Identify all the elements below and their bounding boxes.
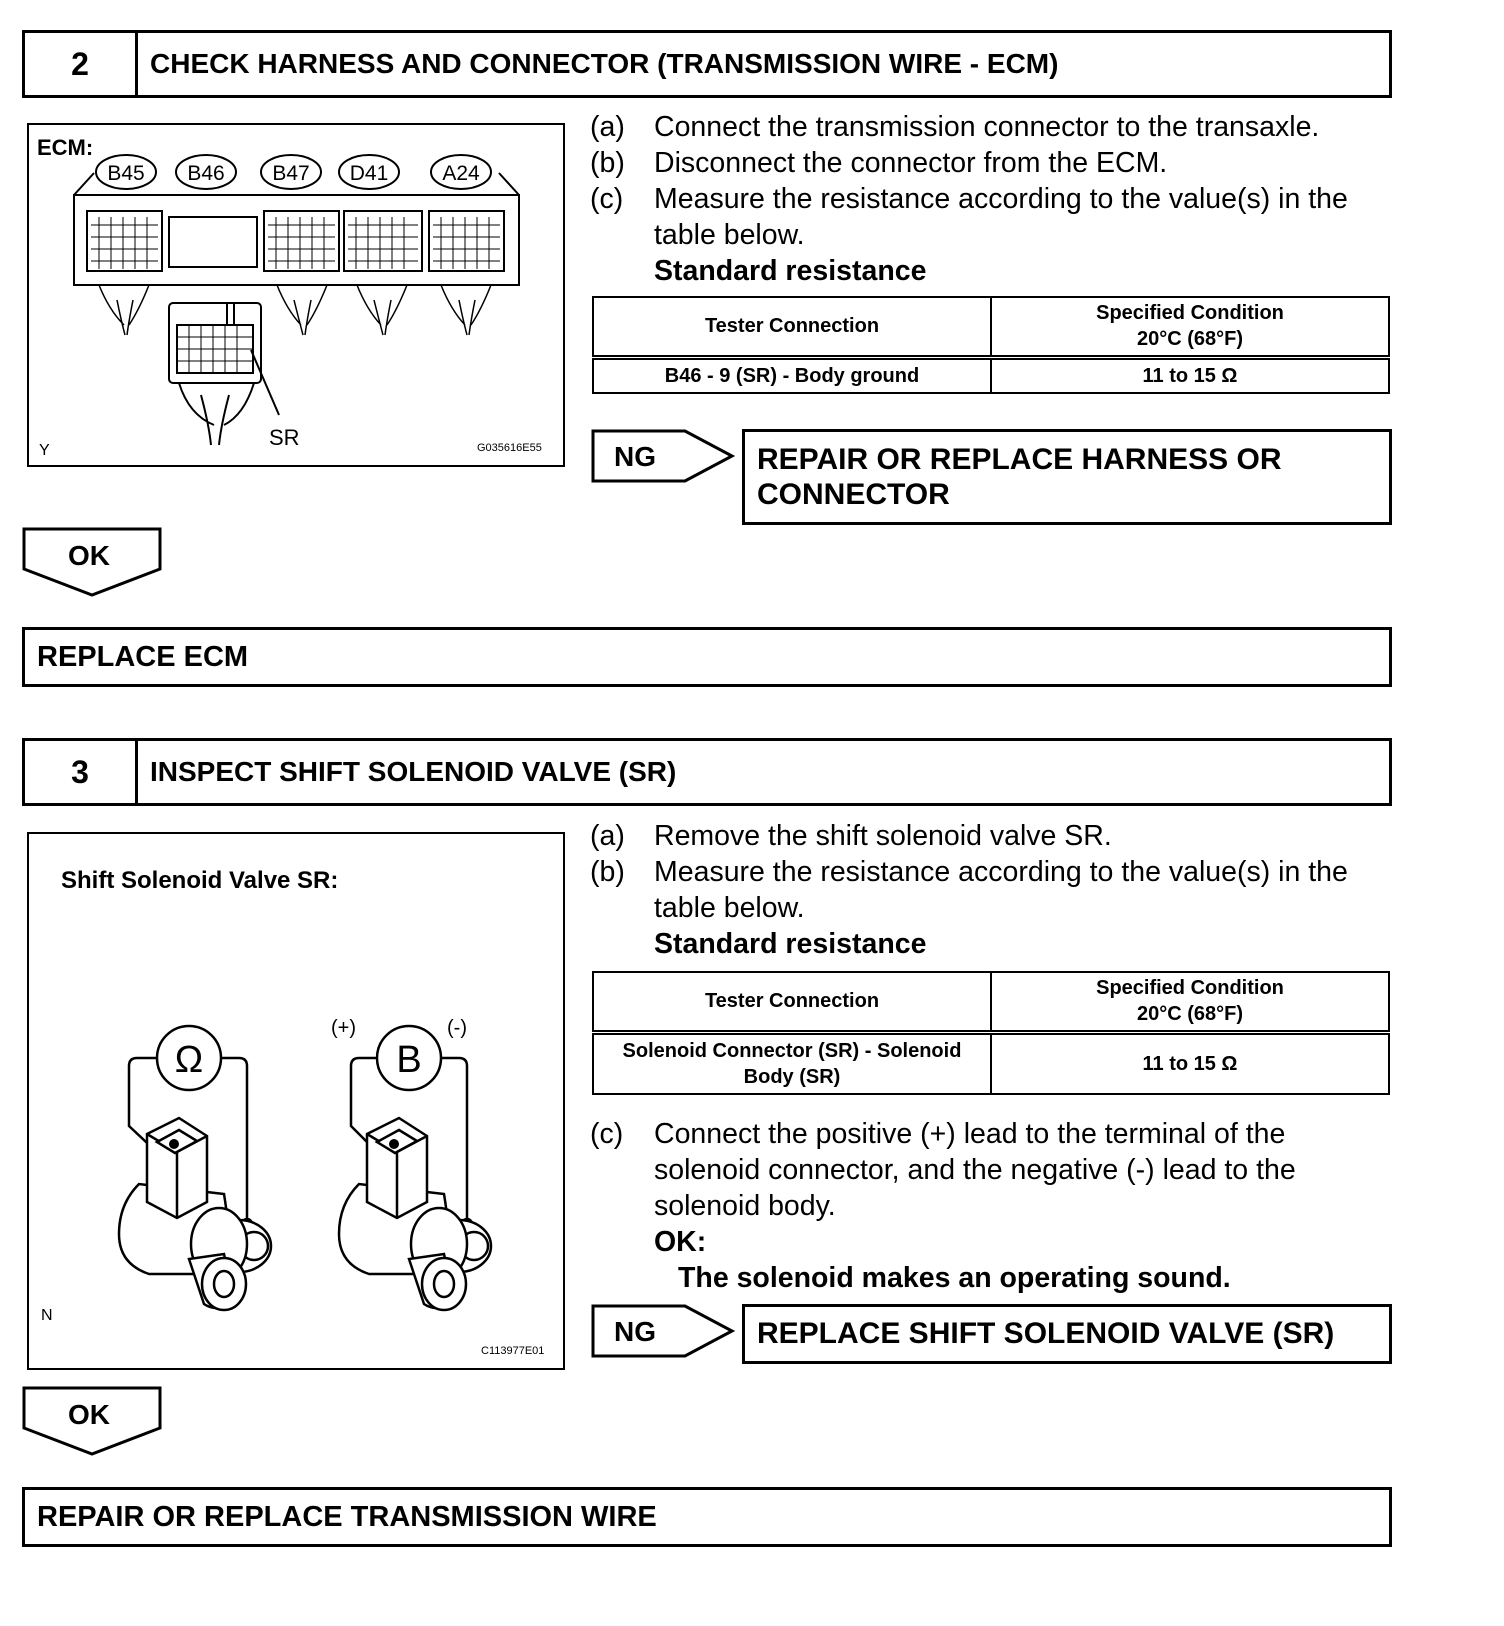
- transmission-connector: [169, 303, 279, 445]
- connector-label-a24: [431, 155, 491, 189]
- figure-code: C113977E01: [481, 1345, 545, 1357]
- step-number: 3: [25, 741, 138, 803]
- ng-label: NG: [614, 441, 656, 472]
- step-number: 2: [25, 33, 138, 95]
- ok-criteria-label: OK:: [654, 1226, 707, 1258]
- ng-result-step-3: REPLACE SHIFT SOLENOID VALVE (SR): [742, 1304, 1392, 1364]
- ok-label: OK: [68, 1399, 110, 1430]
- svg-text:A24: A24: [442, 162, 480, 185]
- svg-text:B47: B47: [272, 162, 310, 185]
- battery-symbol: B: [396, 1039, 422, 1081]
- svg-text:D41: D41: [349, 162, 389, 185]
- ok-label: OK: [68, 540, 110, 571]
- standard-resistance-label: Standard resistance: [654, 928, 927, 960]
- connector-label-b46: [176, 155, 236, 189]
- repair-transmission-wire-box: REPAIR OR REPLACE TRANSMISSION WIRE: [22, 1487, 1392, 1547]
- sr-label: SR: [269, 425, 300, 450]
- standard-resistance-label: Standard resistance: [654, 255, 927, 287]
- step-2-spec-table: [592, 296, 1390, 394]
- ng-result-step-2: REPAIR OR REPLACE HARNESS OR CONNECTOR: [742, 429, 1392, 525]
- connector-label-b47: [261, 155, 321, 189]
- step-3-spec-table: [592, 971, 1390, 1095]
- minus-label: (-): [447, 1017, 467, 1039]
- solenoid-figure: [27, 832, 565, 1370]
- header-specified-condition: Specified Condition 20°C (68°F): [991, 972, 1389, 1032]
- plus-label: (+): [331, 1017, 356, 1039]
- ng-label: NG: [614, 1316, 656, 1347]
- step-2-header: [22, 30, 1392, 98]
- instruction-a: (a) Remove the shift solenoid valve SR.: [590, 820, 1112, 852]
- table-cell-connection: B46 - 9 (SR) - Body ground: [593, 357, 991, 393]
- instruction-b: (b) Disconnect the connector from the ECM.: [590, 147, 1168, 179]
- connector-label-b45: [96, 155, 156, 189]
- ecm-diagram: [29, 125, 563, 465]
- step-3-instructions: [590, 818, 1390, 962]
- table-cell-connection: Solenoid Connector (SR) - Solenoid Body (SR): [593, 1032, 991, 1094]
- connector-label-d41: [339, 155, 399, 189]
- instruction-b: (b) Measure the resistance according to the value(s) in the table below.: [590, 856, 1348, 924]
- header-specified-condition: Specified Condition 20°C (68°F): [991, 297, 1389, 357]
- header-tester-connection: Tester Connection: [593, 972, 991, 1032]
- instruction-a: (a) Connect the transmission connector to the transaxle.: [590, 111, 1320, 143]
- ok-criteria-text: The solenoid makes an operating sound.: [678, 1262, 1231, 1294]
- step-title: CHECK HARNESS AND CONNECTOR (TRANSMISSION WIRE - ECM): [150, 48, 1059, 79]
- table-cell-condition: 11 to 15 Ω: [991, 357, 1389, 393]
- step-3-header: [22, 738, 1392, 806]
- figure-code: G035616E55: [477, 442, 542, 454]
- step-title: INSPECT SHIFT SOLENOID VALVE (SR): [150, 756, 677, 787]
- solenoid-figure-label: Shift Solenoid Valve SR:: [61, 867, 339, 894]
- table-cell-condition: 11 to 15 Ω: [991, 1032, 1389, 1094]
- svg-text:B45: B45: [107, 162, 145, 185]
- wire-bundles: [99, 285, 491, 335]
- solenoid-diagram: [29, 834, 563, 1368]
- ohm-symbol: Ω: [174, 1039, 204, 1081]
- step-3-instruction-c: [590, 1116, 1390, 1296]
- corner-letter: N: [41, 1307, 53, 1324]
- instruction-c: (c) Measure the resistance according to the value(s) in the table below.: [590, 183, 1348, 251]
- ecm-body: [74, 173, 519, 285]
- header-tester-connection: Tester Connection: [593, 297, 991, 357]
- corner-letter: Y: [39, 442, 50, 459]
- ng-arrow-step-3: [590, 1303, 740, 1361]
- replace-ecm-box: REPLACE ECM: [22, 627, 1392, 687]
- ecm-label: ECM:: [37, 135, 94, 160]
- ng-arrow-step-2: [590, 428, 740, 486]
- svg-text:B46: B46: [187, 162, 225, 185]
- step-2-instructions: [590, 109, 1390, 289]
- ecm-connector-figure: [27, 123, 565, 467]
- instruction-c: (c) Connect the positive (+) lead to the terminal of the solenoid connector, and the negative (-) lead to the solenoid body.: [590, 1118, 1296, 1222]
